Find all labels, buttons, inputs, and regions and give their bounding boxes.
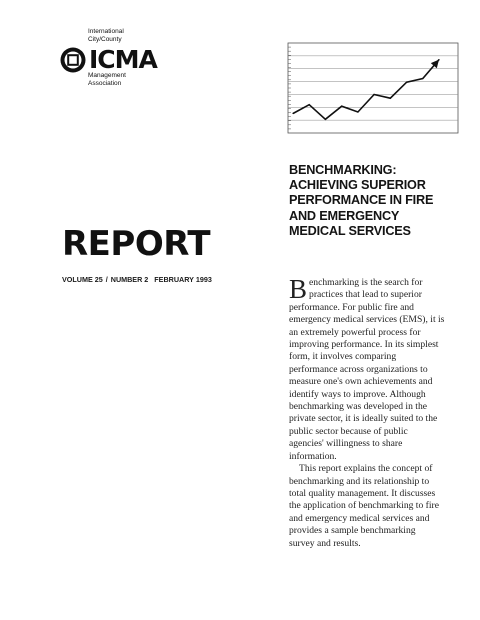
chart-point <box>374 94 375 95</box>
benchmark-line-chart <box>287 42 459 134</box>
chart-point <box>292 113 293 114</box>
body-line: benchmarking was developed in the <box>289 401 427 413</box>
headline-line: ACHIEVING SUPERIOR <box>289 178 426 193</box>
body-line: form, it involves comparing <box>289 351 397 363</box>
chart-point <box>309 104 310 105</box>
headline-line: BENCHMARKING: <box>289 163 397 177</box>
drop-cap: B <box>289 274 308 304</box>
issue-separator: / <box>103 275 110 284</box>
headline-line: AND EMERGENCY <box>289 208 400 223</box>
report-body <box>289 274 461 550</box>
logo-top-text <box>88 28 124 44</box>
body-line: provides a sample benchmarking <box>289 525 416 537</box>
chart-frame <box>288 43 458 133</box>
report-title: REPORT <box>62 224 211 264</box>
intro-paragraph <box>289 274 461 463</box>
body-line: improving performance. In its simplest <box>289 339 439 351</box>
issue-date: FEBRUARY 1993 <box>154 275 212 284</box>
logo-line-international: International <box>88 28 124 35</box>
body-line: survey and results. <box>289 537 361 549</box>
body-line: agencies' willingness to share <box>289 438 403 450</box>
chart-point <box>406 82 407 83</box>
issue-number: NUMBER 2 <box>110 275 149 284</box>
body-line: total quality management. It discusses <box>289 487 436 499</box>
body-line: information. <box>289 450 337 462</box>
body-line: benchmarking and its relationship to <box>289 475 430 487</box>
chart-point <box>341 106 342 107</box>
chart-point <box>390 98 391 99</box>
headline-line: PERFORMANCE IN FIRE <box>289 193 434 208</box>
icma-logo <box>60 28 180 88</box>
logo-line-association: Association <box>88 80 122 87</box>
chart-point <box>357 111 358 112</box>
chart-point <box>325 119 326 120</box>
summary-paragraph <box>289 463 461 550</box>
logo-mark <box>60 47 157 73</box>
body-line: private sector, it is ideally suited to the <box>289 413 438 425</box>
body-line: enchmarking is the search for <box>309 277 423 288</box>
body-line: the application of benchmarking to fire <box>289 500 439 512</box>
body-line: This report explains the concept of <box>299 463 433 475</box>
logo-bottom-text <box>88 72 126 88</box>
issue-volume: VOLUME 25 <box>62 275 103 284</box>
body-line: emergency medical services (EMS), it is <box>289 314 445 326</box>
logo-wordmark: ICMA <box>89 45 157 74</box>
body-line: performance. For public fire and <box>289 301 414 313</box>
logo-line-management: Management <box>88 72 126 79</box>
body-line: practices that lead to superior <box>309 289 422 301</box>
body-line: an extremely powerful process for <box>289 326 421 338</box>
body-line: identify ways to improve. Although <box>289 388 426 400</box>
body-line: and emergency medical services and <box>289 512 430 524</box>
logo-emblem-icon <box>60 47 86 73</box>
chart-point <box>422 78 423 79</box>
body-line: measure one's own achievements and <box>289 376 433 388</box>
issue-info <box>62 275 212 284</box>
report-headline <box>289 163 459 239</box>
body-line: public sector because of public <box>289 425 408 437</box>
headline-line: MEDICAL SERVICES <box>289 223 411 238</box>
body-line: performance across organizations to <box>289 363 428 375</box>
logo-line-city-county: City/County <box>88 36 122 43</box>
